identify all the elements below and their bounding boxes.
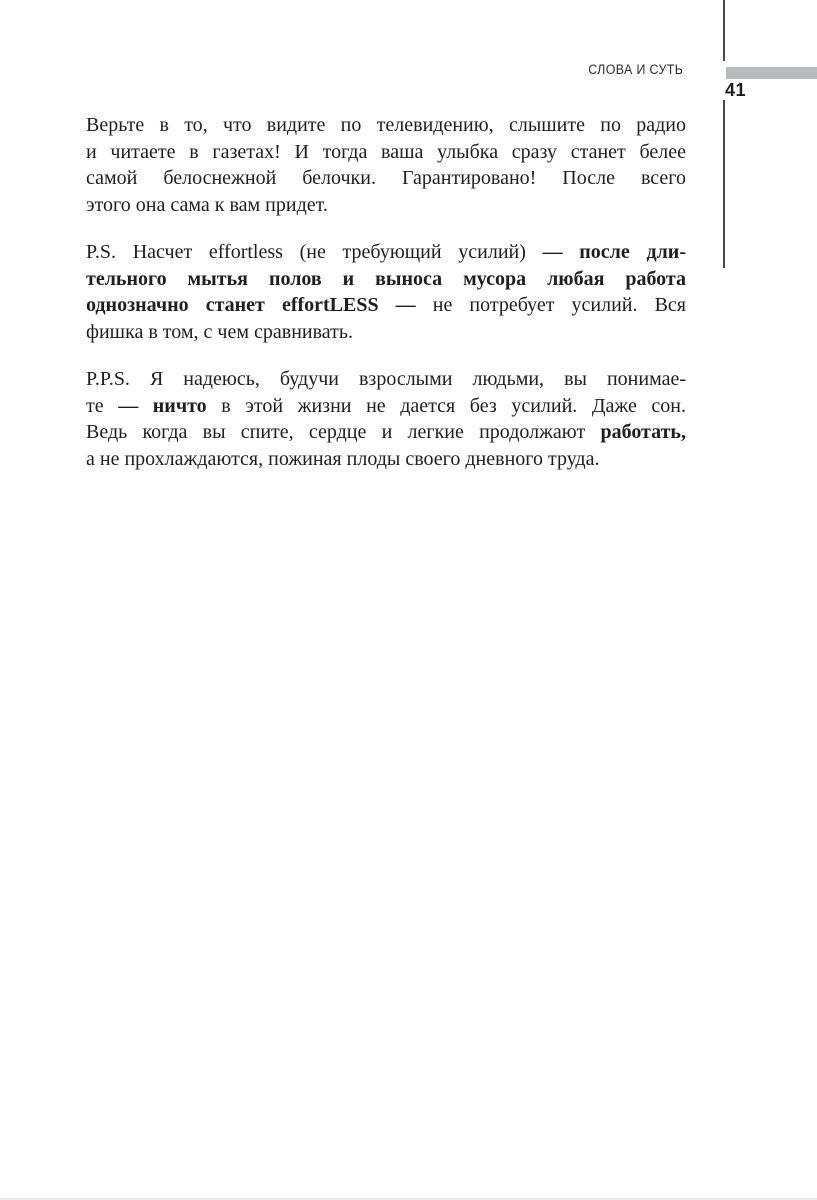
paragraph — [86, 239, 686, 345]
text-line — [86, 192, 686, 219]
running-header: СЛОВА И СУТЬ — [588, 62, 683, 77]
page-number: 41 — [725, 80, 747, 100]
text-line — [86, 319, 686, 346]
text-line — [86, 266, 686, 293]
text-segment: этого она сама к вам придет. — [86, 193, 328, 216]
text-line — [86, 165, 686, 192]
text-segment: Ведь когда вы спите, сердце и легкие продолжают — [86, 421, 601, 443]
chapter-marker-bar — [726, 67, 817, 79]
text-line — [86, 393, 686, 420]
margin-rule-bottom — [723, 100, 725, 268]
text-segment: а не прохлаждаются, пожиная плоды своего дневного труда. — [86, 447, 600, 470]
text-segment: P.P.S. Я надеюсь, будучи взрослыми людьми, вы понимае- — [86, 368, 686, 390]
text-segment: P.S. Насчет effortless (не требующий усилий) — [86, 241, 543, 263]
bold-text-segment: однозначно станет effortLESS — — [86, 294, 433, 316]
text-line — [86, 366, 686, 393]
text-line — [86, 239, 686, 266]
text-segment: и читаете в газетах! И тогда ваша улыбка сразу станет белее — [86, 140, 686, 163]
text-line — [86, 139, 686, 166]
text-line — [86, 112, 686, 139]
text-segment: те — [86, 394, 119, 417]
bold-text-segment: — после дли- — [542, 241, 686, 263]
margin-rule-top — [723, 0, 725, 61]
body-text — [86, 112, 686, 493]
paragraph — [86, 112, 686, 218]
text-segment: самой белоснежной белочки. Гарантировано! После всего — [86, 167, 686, 189]
text-segment: в этой жизни не дается без усилий. Даже сон. — [206, 394, 686, 417]
text-segment: Верьте в то, что видите по телевидению, слышите по радио — [86, 114, 686, 136]
text-segment: не потребует усилий. Вся — [432, 294, 686, 316]
bold-text-segment: тельного мытья полов и выноса мусора любая работа — [86, 267, 686, 290]
text-segment: фишка в том, с чем сравнивать. — [86, 320, 354, 343]
bold-text-segment: — ничто — [118, 394, 207, 417]
text-line — [86, 419, 686, 446]
text-line — [86, 446, 686, 473]
text-line — [86, 292, 686, 319]
paragraph — [86, 366, 686, 472]
bold-text-segment: работать, — [600, 421, 686, 443]
